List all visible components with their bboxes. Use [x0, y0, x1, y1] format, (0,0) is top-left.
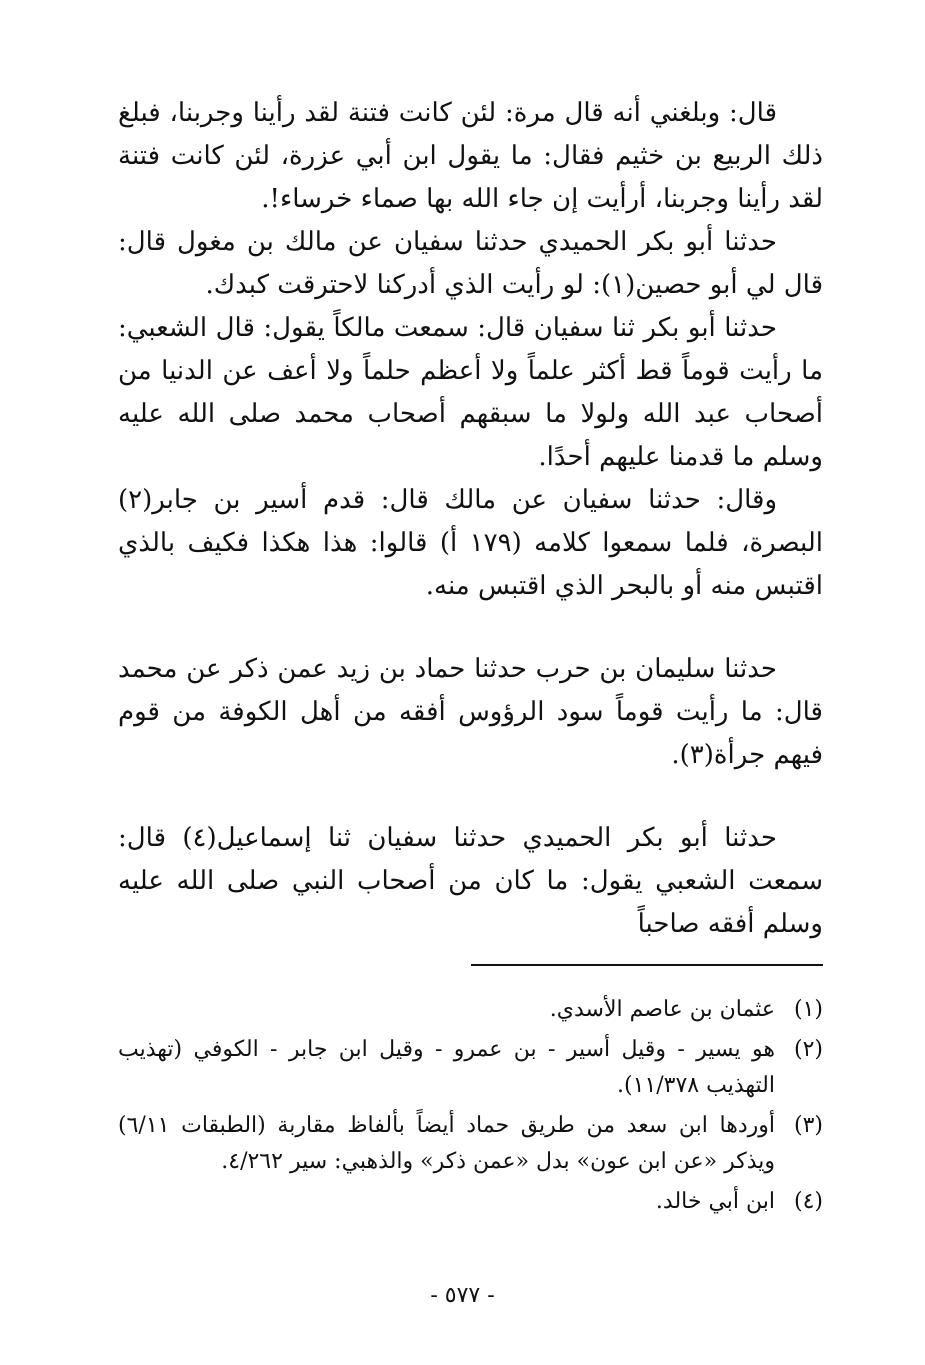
paragraph-4: وقال: حدثنا سفيان عن مالك قال: قدم أسير بن جابر(٢) البصرة، فلما سمعوا كلامه (١٧٩ أ) قالوا: هذا هكذا فكيف بالذي اقتبس منه أو بالبحر الذي اقتبس منه. — [118, 485, 823, 601]
footnote-1 — [118, 992, 823, 1028]
page-number: - ٥٧٧ - — [430, 1283, 495, 1308]
footnote-number: (١) — [793, 997, 823, 1022]
paragraph-3: حدثنا أبو بكر ثنا سفيان قال: سمعت مالكاً يقول: قال الشعبي: ما رأيت قوماً قط أكثر علماً ولا أعظم حلماً ولا أعف عن الدنيا من أصحاب عبد الله ولولا ما سبقهم أصحاب محمد صلى الله عليه وسلم ما قدمنا عليهم أحدًا. — [118, 313, 823, 472]
footnote-4 — [118, 1184, 823, 1220]
paragraph-gap — [118, 777, 823, 817]
footnote-text: ابن أبي خالد. — [655, 1189, 775, 1214]
footnote-number: (٣) — [793, 1113, 823, 1138]
footnotes — [118, 992, 823, 1224]
footnote-divider — [471, 964, 823, 966]
paragraph-1: قال: وبلغني أنه قال مرة: لئن كانت فتنة لقد رأينا وجربنا، فبلغ ذلك الربيع بن خثيم فقال: ما يقول ابن أبي عزرة، لئن كانت فتنة لقد رأينا وجربنا، أرأيت إن جاء الله بها صماء خرساء!. — [118, 98, 823, 214]
footnote-number: (٤) — [793, 1189, 823, 1214]
page-body — [118, 92, 823, 1332]
footnote-2 — [118, 1032, 823, 1104]
footnote-3 — [118, 1108, 823, 1180]
footnote-text: أوردها ابن سعد من طريق حماد أيضاً بألفاظ مقاربة (الطبقات ٦/١١) ويذكر «عن ابن عون» بدل «عمن ذكر» والذهبي: سير ٤/٢٦٢. — [118, 1113, 775, 1174]
footnote-number: (٢) — [793, 1037, 823, 1062]
paragraph-6: حدثنا أبو بكر الحميدي حدثنا سفيان ثنا إسماعيل(٤) قال: سمعت الشعبي يقول: ما كان من أصحاب النبي صلى الله عليه وسلم أفقه صاحباً — [118, 823, 823, 939]
footnote-text: عثمان بن عاصم الأسدي. — [549, 997, 775, 1022]
paragraph-5: حدثنا سليمان بن حرب حدثنا حماد بن زيد عمن ذكر عن محمد قال: ما رأيت قوماً سود الرؤوس أفقه من أهل الكوفة من قوم فيهم جرأة(٣). — [118, 654, 823, 770]
paragraph-2: حدثنا أبو بكر الحميدي حدثنا سفيان عن مالك بن مغول قال: قال لي أبو حصين(١): لو رأيت الذي أدركنا لاحترقت كبدك. — [118, 227, 823, 300]
paragraph-gap — [118, 608, 823, 648]
footnote-text: هو يسير - وقيل أسير - بن عمرو - وقيل ابن جابر - الكوفي (تهذيب التهذيب ١١/٣٧٨). — [118, 1037, 775, 1098]
